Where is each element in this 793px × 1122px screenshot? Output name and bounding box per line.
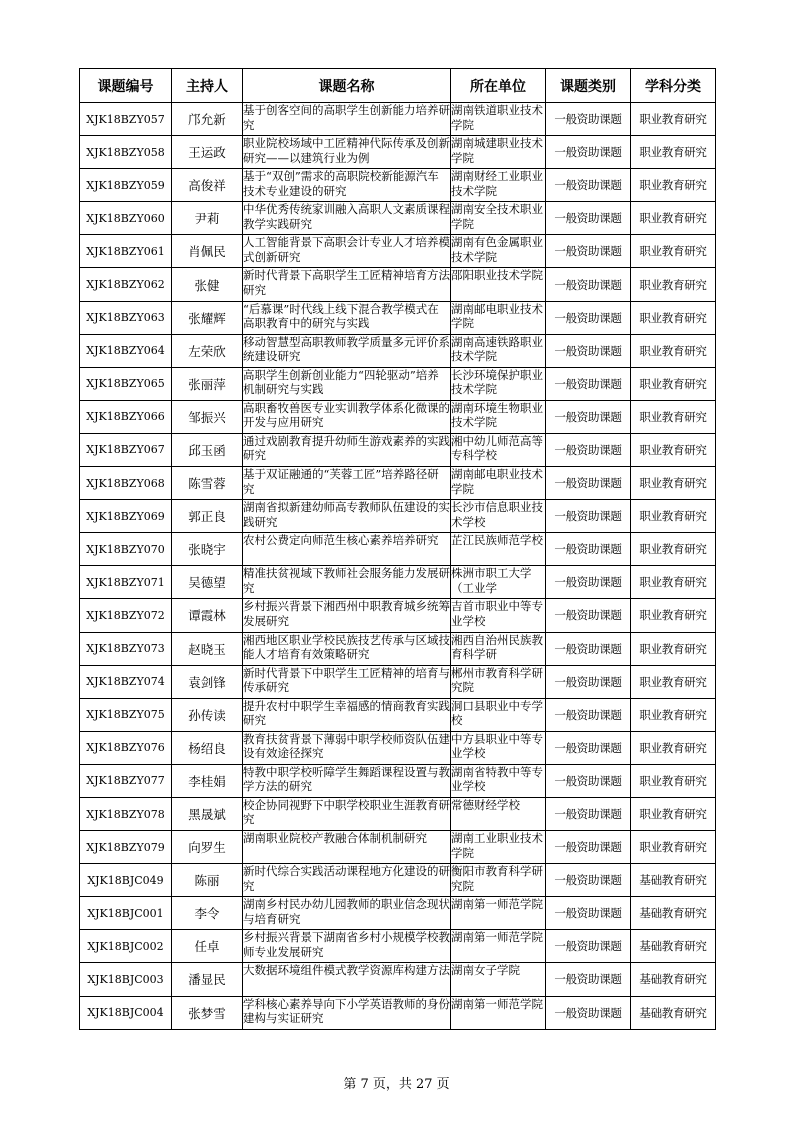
category-cell: 一般资助课题 [546,169,631,202]
project-code-cell: XJK18BZY061 [80,235,172,268]
host-cell: 陈雪蓉 [172,467,243,500]
unit-cell-text: 长沙市信息职业技术学校 [451,500,543,529]
subject-cell: 职业教育研究 [631,831,716,864]
host-cell: 张健 [172,268,243,301]
category-cell: 一般资助课题 [546,632,631,665]
project-title-cell-text: 新时代综合实践活动课程地方化建设的研究 [243,864,450,893]
table-row [80,632,716,665]
subject-cell: 职业教育研究 [631,136,716,169]
table-row [80,400,716,433]
project-title-cell-text: 高职畜牧兽医专业实训教学体系化微课的开发与应用研究 [243,400,450,430]
subject-cell: 职业教育研究 [631,533,716,566]
host-cell: 邱玉函 [172,433,243,466]
subject-cell: 基础教育研究 [631,864,716,897]
category-cell: 一般资助课题 [546,731,631,764]
project-title-cell-text: 精准扶贫视域下教师社会服务能力发展研究 [243,566,450,595]
unit-cell [451,235,546,268]
category-cell: 一般资助课题 [546,996,631,1029]
subject-cell: 职业教育研究 [631,169,716,202]
category-cell: 一般资助课题 [546,930,631,963]
host-cell: 郭正良 [172,500,243,533]
subject-cell: 职业教育研究 [631,268,716,301]
project-title-cell-text: 新时代背景下高职学生工匠精神培育方法研究 [243,268,450,297]
category-cell: 一般资助课题 [546,897,631,930]
project-title-cell-text: 大数据环境组件模式教学资源库构建方法 [243,963,450,978]
project-code-cell: XJK18BZY058 [80,136,172,169]
header-code: 课题编号 [80,69,172,103]
table-row [80,897,716,930]
header-title: 课题名称 [243,69,451,103]
category-cell: 一般资助课题 [546,400,631,433]
category-cell: 一般资助课题 [546,566,631,599]
host-cell: 张丽萍 [172,367,243,400]
category-cell: 一般资助课题 [546,433,631,466]
host-cell: 邝允新 [172,103,243,136]
project-title-cell-text: 移动智慧型高职教师教学质量多元评价系统建设研究 [243,334,450,364]
subject-cell: 职业教育研究 [631,301,716,334]
project-title-cell [243,136,451,169]
unit-cell [451,467,546,500]
project-code-cell: XJK18BZY074 [80,665,172,698]
unit-cell [451,136,546,169]
unit-cell-text: 湖南第一师范学院 [451,897,543,912]
host-cell: 袁剑锋 [172,665,243,698]
host-cell: 陈丽 [172,864,243,897]
header-subject: 学科分类 [631,69,716,103]
unit-cell [451,797,546,830]
project-code-cell: XJK18BZY073 [80,632,172,665]
subject-cell: 职业教育研究 [631,731,716,764]
subject-cell: 职业教育研究 [631,698,716,731]
category-cell: 一般资助课题 [546,301,631,334]
header-row [80,69,716,103]
category-cell: 一般资助课题 [546,797,631,830]
subject-cell: 职业教育研究 [631,500,716,533]
project-title-cell [243,169,451,202]
category-cell: 一般资助课题 [546,764,631,797]
table-row [80,136,716,169]
project-title-cell-text: 基于创客空间的高职学生创新能力培养研究 [243,103,450,132]
host-cell: 潘显民 [172,963,243,996]
subject-cell: 基础教育研究 [631,996,716,1029]
category-cell: 一般资助课题 [546,268,631,301]
subject-cell: 职业教育研究 [631,202,716,235]
unit-cell-text: 长沙环境保护职业技术学院 [451,367,543,397]
host-cell: 黑晟斌 [172,797,243,830]
unit-cell-text: 湖南城建职业技术学院 [451,136,543,165]
project-code-cell: XJK18BZY059 [80,169,172,202]
host-cell: 王运政 [172,136,243,169]
host-cell: 左荣欣 [172,334,243,367]
project-code-cell: XJK18BZY075 [80,698,172,731]
unit-cell [451,202,546,235]
project-title-cell-text: 湖南乡村民办幼儿园教师的职业信念现状与培育研究 [243,897,450,926]
subject-cell: 基础教育研究 [631,930,716,963]
category-cell: 一般资助课题 [546,334,631,367]
unit-cell-text: 吉首市职业中等专业学校 [451,599,543,628]
category-cell: 一般资助课题 [546,467,631,500]
unit-cell [451,864,546,897]
project-title-cell [243,367,451,400]
category-cell: 一般资助课题 [546,235,631,268]
project-title-cell-text: 基于双证融通的“芙蓉工匠”培养路径研究 [243,467,439,496]
category-cell: 一般资助课题 [546,665,631,698]
project-code-cell: XJK18BZY068 [80,467,172,500]
category-cell: 一般资助课题 [546,103,631,136]
table-row [80,731,716,764]
unit-cell-text: 湖南铁道职业技术学院 [451,103,543,132]
unit-cell [451,831,546,864]
unit-cell [451,599,546,632]
host-cell: 孙传读 [172,698,243,731]
project-title-cell-text: 新时代背景下中职学生工匠精神的培育与传承研究 [243,665,450,695]
subject-cell: 职业教育研究 [631,334,716,367]
unit-cell [451,897,546,930]
category-cell: 一般资助课题 [546,831,631,864]
table-row [80,831,716,864]
subject-cell: 职业教育研究 [631,599,716,632]
unit-cell [451,367,546,400]
unit-cell [451,500,546,533]
unit-cell [451,698,546,731]
project-code-cell: XJK18BZY057 [80,103,172,136]
unit-cell [451,963,546,996]
project-title-cell-text: 教育扶贫背景下薄弱中职学校师资队伍建设有效途径探究 [243,731,450,761]
subject-cell: 职业教育研究 [631,566,716,599]
unit-cell [451,996,546,1029]
table-row [80,566,716,599]
project-title-cell-text: 农村公费定向师范生核心素养培养研究 [243,533,439,548]
unit-cell-text: 湖南邮电职业技术学院 [451,467,543,496]
unit-cell-text: 芷江民族师范学校 [451,533,543,548]
table-row [80,996,716,1029]
project-title-cell [243,797,451,830]
unit-cell-text: 湘西自治州民族教育科学研 [451,632,543,661]
project-code-cell: XJK18BZY076 [80,731,172,764]
project-code-cell: XJK18BZY065 [80,367,172,400]
header-unit: 所在单位 [451,69,546,103]
table-row [80,500,716,533]
table-row [80,797,716,830]
project-code-cell: XJK18BJC004 [80,996,172,1029]
project-title-cell [243,632,451,665]
subject-cell: 职业教育研究 [631,400,716,433]
unit-cell [451,103,546,136]
project-title-cell-text: 基于“双创”需求的高职院校新能源汽车技术专业建设的研究 [243,169,439,198]
unit-cell [451,665,546,698]
unit-cell [451,433,546,466]
unit-cell-text: 湖南第一师范学院 [451,930,543,945]
unit-cell-text: 衡阳市教育科学研究院 [451,864,543,893]
project-title-cell-text: 湖南职业院校产教融合体制机制研究 [243,831,427,846]
project-code-cell: XJK18BZY072 [80,599,172,632]
unit-cell [451,930,546,963]
unit-cell-text: 湖南女子学院 [451,963,520,978]
table-row [80,698,716,731]
table-row [80,864,716,897]
project-title-cell [243,831,451,864]
unit-cell [451,566,546,599]
unit-cell [451,169,546,202]
subject-cell: 职业教育研究 [631,103,716,136]
project-title-cell [243,963,451,996]
project-title-cell [243,566,451,599]
table-row [80,301,716,334]
project-title-cell [243,665,451,698]
project-code-cell: XJK18BJC001 [80,897,172,930]
table-row [80,467,716,500]
project-code-cell: XJK18BZY060 [80,202,172,235]
project-title-cell [243,467,451,500]
category-cell: 一般资助课题 [546,367,631,400]
host-cell: 邹振兴 [172,400,243,433]
project-title-cell [243,334,451,367]
category-cell: 一般资助课题 [546,698,631,731]
project-title-cell [243,930,451,963]
project-title-cell [243,500,451,533]
host-cell: 张耀辉 [172,301,243,334]
project-code-cell: XJK18BJC049 [80,864,172,897]
table-row [80,268,716,301]
host-cell: 张梦雪 [172,996,243,1029]
table-row [80,963,716,996]
host-cell: 尹莉 [172,202,243,235]
project-title-cell-text: 乡村振兴背景下湘西州中职教育城乡统筹发展研究 [243,599,450,628]
project-title-cell [243,599,451,632]
unit-cell [451,764,546,797]
project-code-cell: XJK18BZY067 [80,433,172,466]
project-code-cell: XJK18BJC002 [80,930,172,963]
host-cell: 吴德望 [172,566,243,599]
project-title-cell-text: 学科核心素养导向下小学英语教师的身份建构与实证研究 [243,996,450,1026]
host-cell: 谭霞林 [172,599,243,632]
project-title-cell [243,202,451,235]
project-title-cell [243,268,451,301]
subject-cell: 职业教育研究 [631,467,716,500]
host-cell: 杨绍良 [172,731,243,764]
project-title-cell [243,864,451,897]
project-code-cell: XJK18BZY069 [80,500,172,533]
project-title-cell-text: 通过戏剧教育提升幼师生游戏素养的实践研究 [243,433,450,463]
project-title-cell-text: 湖南省拟新建幼师高专教师队伍建设的实践研究 [243,500,450,529]
subject-cell: 基础教育研究 [631,897,716,930]
subject-cell: 基础教育研究 [631,963,716,996]
subject-cell: 职业教育研究 [631,632,716,665]
project-code-cell: XJK18BZY062 [80,268,172,301]
host-cell: 张晓宇 [172,533,243,566]
project-title-cell-text: 校企协同视野下中职学校职业生涯教育研究 [243,797,450,827]
project-code-cell: XJK18BZY066 [80,400,172,433]
subject-cell: 职业教育研究 [631,367,716,400]
project-code-cell: XJK18BZY064 [80,334,172,367]
subject-cell: 职业教育研究 [631,433,716,466]
subject-cell: 职业教育研究 [631,665,716,698]
unit-cell-text: 湖南高速铁路职业技术学院 [451,334,543,364]
unit-cell-text: 株洲市职工大学（工业学 [451,566,532,595]
host-cell: 李桂娟 [172,764,243,797]
host-cell: 任卓 [172,930,243,963]
unit-cell [451,400,546,433]
project-title-cell-text: 高职学生创新创业能力“四轮驱动”培养机制研究与实践 [243,367,439,397]
unit-cell-text: 湖南环境生物职业技术学院 [451,400,543,430]
table-row [80,235,716,268]
project-title-cell [243,235,451,268]
table-row [80,367,716,400]
project-title-cell [243,400,451,433]
project-code-cell: XJK18BZY071 [80,566,172,599]
unit-cell-text: 湖南有色金属职业技术学院 [451,235,543,264]
project-title-cell [243,698,451,731]
category-cell: 一般资助课题 [546,599,631,632]
project-title-cell [243,764,451,797]
table-row [80,169,716,202]
table-row [80,764,716,797]
project-title-cell-text: “后慕课”时代线上线下混合教学模式在高职教育中的研究与实践 [243,301,439,331]
category-cell: 一般资助课题 [546,533,631,566]
table-row [80,433,716,466]
project-code-cell: XJK18BZY063 [80,301,172,334]
project-title-cell-text: 提升农村中职学生幸福感的情商教育实践研究 [243,698,450,728]
unit-cell-text: 湖南工业职业技术学院 [451,831,543,860]
project-code-cell: XJK18BZY078 [80,797,172,830]
project-title-cell [243,731,451,764]
subject-cell: 职业教育研究 [631,797,716,830]
project-title-cell [243,533,451,566]
project-title-cell [243,301,451,334]
category-cell: 一般资助课题 [546,864,631,897]
project-title-cell [243,996,451,1029]
unit-cell [451,301,546,334]
project-title-cell [243,433,451,466]
project-code-cell: XJK18BZY070 [80,533,172,566]
unit-cell [451,334,546,367]
subject-cell: 职业教育研究 [631,235,716,268]
header-host: 主持人 [172,69,243,103]
table-row [80,599,716,632]
unit-cell-text: 洞口县职业中专学校 [451,698,543,728]
table-row [80,334,716,367]
unit-cell-text: 湘中幼儿师范高等专科学校 [451,433,543,463]
project-title-cell [243,103,451,136]
unit-cell-text: 湖南财经工业职业技术学院 [451,169,543,198]
host-cell: 肖佩民 [172,235,243,268]
host-cell: 赵晓玉 [172,632,243,665]
subject-cell: 职业教育研究 [631,764,716,797]
host-cell: 向罗生 [172,831,243,864]
project-title-cell [243,897,451,930]
unit-cell-text: 中方县职业中等专业学校 [451,731,543,761]
table-body [80,103,716,1030]
unit-cell [451,268,546,301]
unit-cell-text: 湖南第一师范学院 [451,996,543,1011]
table-row [80,533,716,566]
unit-cell [451,632,546,665]
project-title-cell-text: 特教中职学校听障学生舞蹈课程设置与教学方法的研究 [243,764,450,794]
project-table [79,68,716,1030]
project-title-cell-text: 乡村振兴背景下湖南省乡村小规模学校教师专业发展研究 [243,930,450,959]
unit-cell [451,533,546,566]
category-cell: 一般资助课题 [546,202,631,235]
unit-cell-text: 郴州市教育科学研究院 [451,665,543,695]
category-cell: 一般资助课题 [546,500,631,533]
table-row [80,930,716,963]
table-row [80,665,716,698]
unit-cell-text: 湖南邮电职业技术学院 [451,301,543,331]
unit-cell-text: 常德财经学校 [451,797,520,812]
project-code-cell: XJK18BJC003 [80,963,172,996]
unit-cell-text: 邵阳职业技术学院 [451,268,543,283]
category-cell: 一般资助课题 [546,136,631,169]
category-cell: 一般资助课题 [546,963,631,996]
project-code-cell: XJK18BZY079 [80,831,172,864]
project-title-cell-text: 职业院校场域中工匠精神代际传承及创新研究——以建筑行业为例 [243,136,450,165]
project-title-cell-text: 人工智能背景下高职会计专业人才培养模式创新研究 [243,235,450,264]
host-cell: 高俊祥 [172,169,243,202]
unit-cell [451,731,546,764]
project-title-cell-text: 中华优秀传统家训融入高职人文素质课程教学实践研究 [243,202,450,231]
table-row [80,202,716,235]
project-title-cell-text: 湘西地区职业学校民族技艺传承与区域技能人才培育有效策略研究 [243,632,450,661]
host-cell: 李令 [172,897,243,930]
table-row [80,103,716,136]
page-number: 第 7 页，共 27 页 [343,1077,450,1092]
unit-cell-text: 湖南省特教中等专业学校 [451,764,543,794]
unit-cell-text: 湖南安全技术职业学院 [451,202,543,231]
project-code-cell: XJK18BZY077 [80,764,172,797]
header-category: 课题类别 [546,69,631,103]
